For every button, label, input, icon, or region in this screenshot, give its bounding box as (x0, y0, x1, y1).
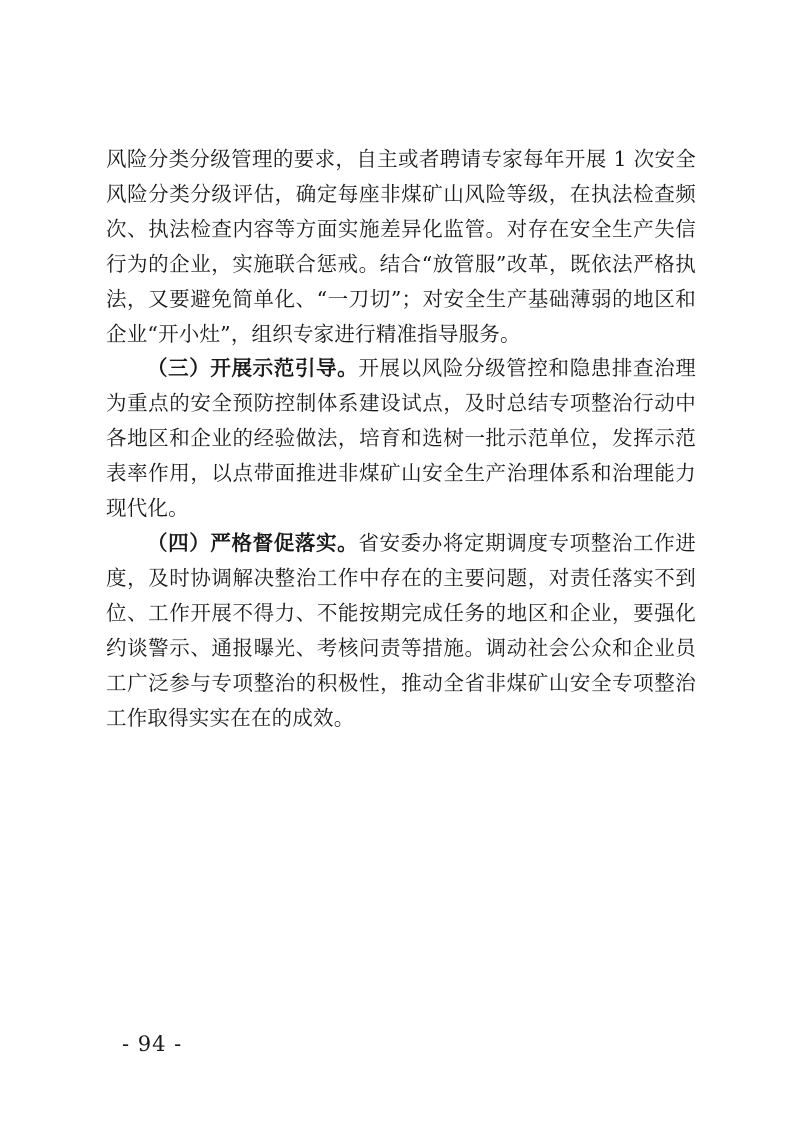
paragraph-text: 风险分类分级管理的要求，自主或者聘请专家每年开展 1 次安全风险分类分级评估，确定每座非煤矿山风险等级，在执法检查频次、执法检查内容等方面实施差异化监管。对存在安全生产失信行为的企业，实施联合惩戒。结合“放管服”改革，既依法严格执法，又要避免简单化、“一刀切”；对安全生产基础薄弱的地区和企业“开小灶”，组织专家进行精准指导服务。 (106, 147, 696, 346)
section-heading-supervision: （四）严格督促落实。 (147, 530, 359, 555)
paragraph-demonstration-guidance (106, 351, 696, 526)
paragraph-supervision-implementation (106, 526, 696, 735)
paragraph-text: 省安委办将定期调度专项整治工作进度，及时协调解决整治工作中存在的主要问题，对责任落实不到位、工作开展不得力、不能按期完成任务的地区和企业，要强化约谈警示、通报曝光、考核问责等措施。调动社会公众和企业员工广泛参与专项整治的积极性，推动全省非煤矿山安全专项整治工作取得实实在在的成效。 (106, 530, 697, 730)
paragraph-risk-classification (106, 142, 696, 351)
section-heading-demonstration: （三）开展示范引导。 (147, 356, 359, 381)
paragraph-text: 开展以风险分级管控和隐患排查治理为重点的安全预防控制体系建设试点，及时总结专项整治行动中各地区和企业的经验做法，培育和选树一批示范单位，发挥示范表率作用，以点带面推进非煤矿山安全生产治理体系和治理能力现代化。 (106, 356, 697, 521)
body-text (106, 142, 696, 735)
page-number: - 94 - (122, 1032, 183, 1056)
